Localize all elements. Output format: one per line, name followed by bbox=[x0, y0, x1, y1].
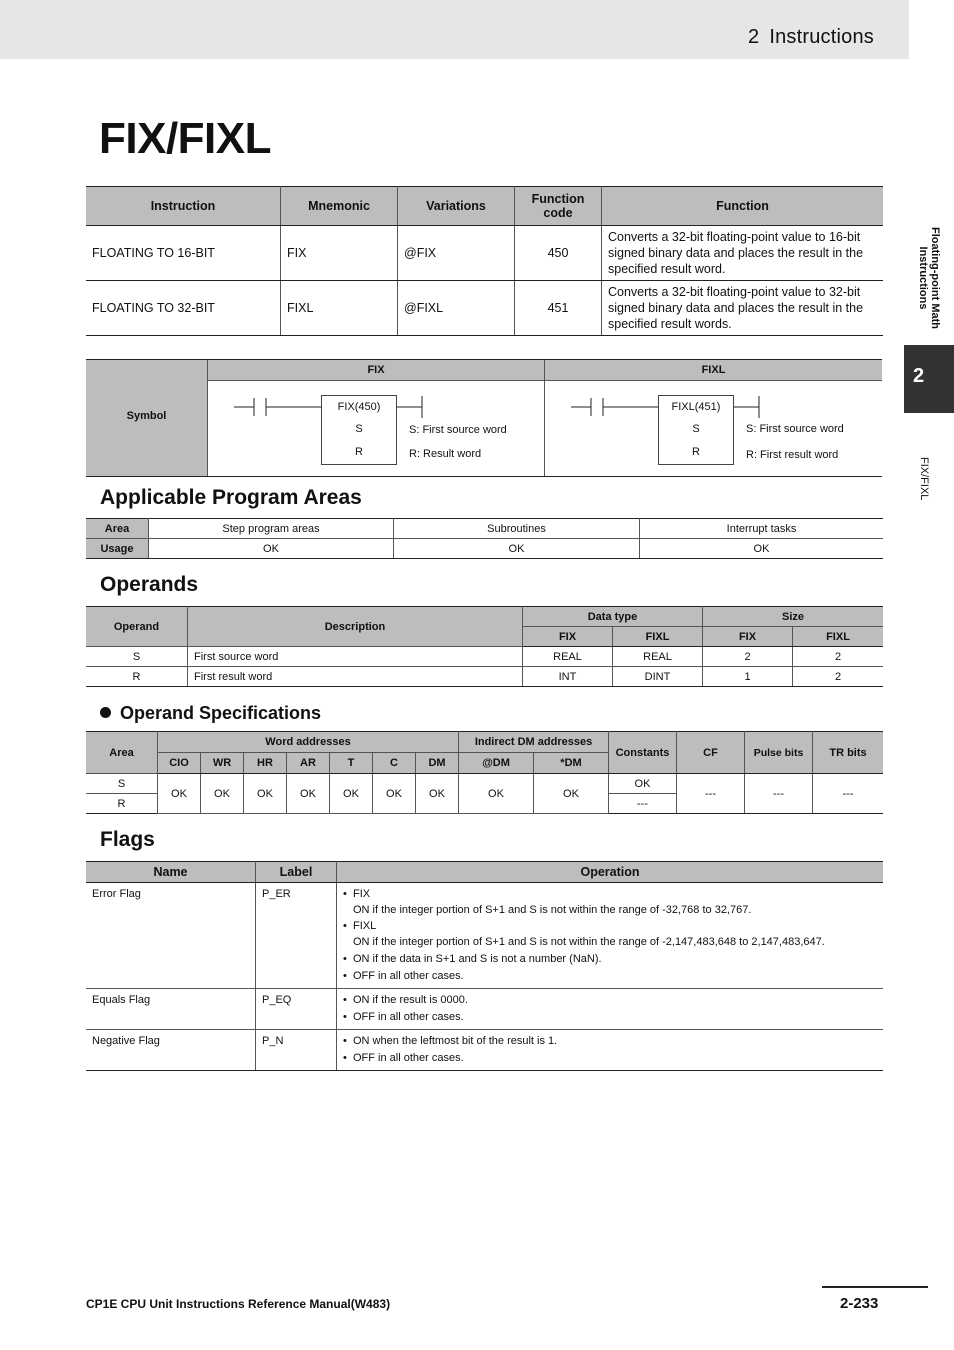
table-row: R --- bbox=[86, 794, 883, 814]
table-row: Negative Flag P_N • ON when the leftmost bit of the result is 1. • OFF in all other cases. bbox=[86, 1030, 883, 1071]
flags-table: Name Label Operation Error Flag P_ER • FIX ON if the integer portion of S+1 and S is not within the range of -32,768 to 32,767. • FIXL ON if the integer portion of S+1 and S is not within the range of -2,147,483,648 to 2,147,483,647. • ON if the data in S+1 and S is not a number (NaN). • OFF in all other cases. Equals Flag P_EQ • ON if the result is 0000. • OFF in all other cases. Negative Flag P_N • ON when the leftmost bit of the result is 1. • OFF in all other cases. bbox=[86, 861, 883, 1071]
heading-flags: Flags bbox=[100, 828, 155, 851]
chapter-tab[interactable]: 2 bbox=[904, 345, 954, 413]
program-areas-table: Area Step program areas Subroutines Interrupt tasks Usage OK OK OK bbox=[86, 518, 883, 559]
col-function: Function bbox=[602, 187, 884, 226]
page-title: FIX/FIXL bbox=[99, 114, 271, 163]
side-section-title: Floating-point Math Instructions bbox=[917, 226, 941, 330]
symbol-label: Symbol bbox=[86, 360, 208, 476]
fixl-instruction-box: FIXL(451) bbox=[658, 395, 734, 420]
fix-operand-s: S bbox=[321, 418, 397, 442]
table-row: Equals Flag P_EQ • ON if the result is 0000. • OFF in all other cases. bbox=[86, 989, 883, 1030]
fix-r-desc: R: Result word bbox=[409, 448, 482, 460]
table-row: FLOATING TO 32-BIT FIXL @FIXL 451 Converts a 32-bit floating-point value to 32-bit signed binary data and places the result in the specified result words. bbox=[86, 281, 883, 336]
instruction-table bbox=[86, 186, 883, 336]
fixl-s-desc: S: First source word bbox=[746, 423, 844, 435]
table-row: FLOATING TO 16-BIT FIX @FIX 450 Converts a 32-bit floating-point value to 16-bit signed binary data and places the result in the specified result word. bbox=[86, 226, 883, 281]
table-row: R First result word INT DINT 1 2 bbox=[86, 667, 883, 687]
fixl-operand-s: S bbox=[658, 418, 734, 442]
fix-operand-r: R bbox=[321, 441, 397, 465]
fixl-operand-r: R bbox=[658, 441, 734, 465]
footer-rule bbox=[822, 1286, 928, 1288]
operands-table: Operand Description Data type Size FIX FIXL FIX FIXL S First source word REAL REAL 2 2 R First result word INT DINT 1 2 bbox=[86, 606, 883, 687]
heading-operand-specs: Operand Specifications bbox=[100, 703, 321, 724]
table-row: S First source word REAL REAL 2 2 bbox=[86, 647, 883, 667]
symbol-table bbox=[86, 359, 882, 477]
fixl-symbol: FIXL FIXL(451) S R S: First source word R: First result word bbox=[545, 360, 882, 476]
table-row: Error Flag P_ER • FIX ON if the integer portion of S+1 and S is not within the range of -32,768 to 32,767. • FIXL ON if the integer portion of S+1 and S is not within the range of -2,147,483,648 to 2,147,483,647. • ON if the data in S+1 and S is not a number (NaN). • OFF in all other cases. bbox=[86, 883, 883, 989]
heading-operands: Operands bbox=[100, 573, 199, 596]
fix-instruction-box: FIX(450) bbox=[321, 395, 397, 420]
page-number: 2-233 bbox=[840, 1295, 879, 1312]
col-function-code: Function code bbox=[515, 187, 602, 226]
fix-s-desc: S: First source word bbox=[409, 424, 507, 436]
heading-program-areas: Applicable Program Areas bbox=[100, 486, 362, 509]
chapter-header: 2 Instructions bbox=[748, 26, 874, 48]
col-mnemonic: Mnemonic bbox=[281, 187, 398, 226]
footer-manual-title: CP1E CPU Unit Instructions Reference Manual(W483) bbox=[86, 1297, 391, 1311]
operand-specs-table: Area Word addresses Indirect DM addresses Constants CF Pulse bits TR bits CIO WR HR AR T C DM @DM *DM S OK OK OK OK OK OK OK OK OK OK --- --- --- R --- bbox=[86, 731, 883, 814]
col-instruction: Instruction bbox=[86, 187, 281, 226]
col-variations: Variations bbox=[398, 187, 515, 226]
fixl-r-desc: R: First result word bbox=[746, 449, 839, 461]
fix-symbol: FIX FIX(450) S R S: First source word R: Result word bbox=[208, 360, 545, 476]
bullet-icon bbox=[100, 707, 111, 718]
table-row: S OK OK OK OK OK OK OK OK OK OK --- --- --- bbox=[86, 774, 883, 794]
